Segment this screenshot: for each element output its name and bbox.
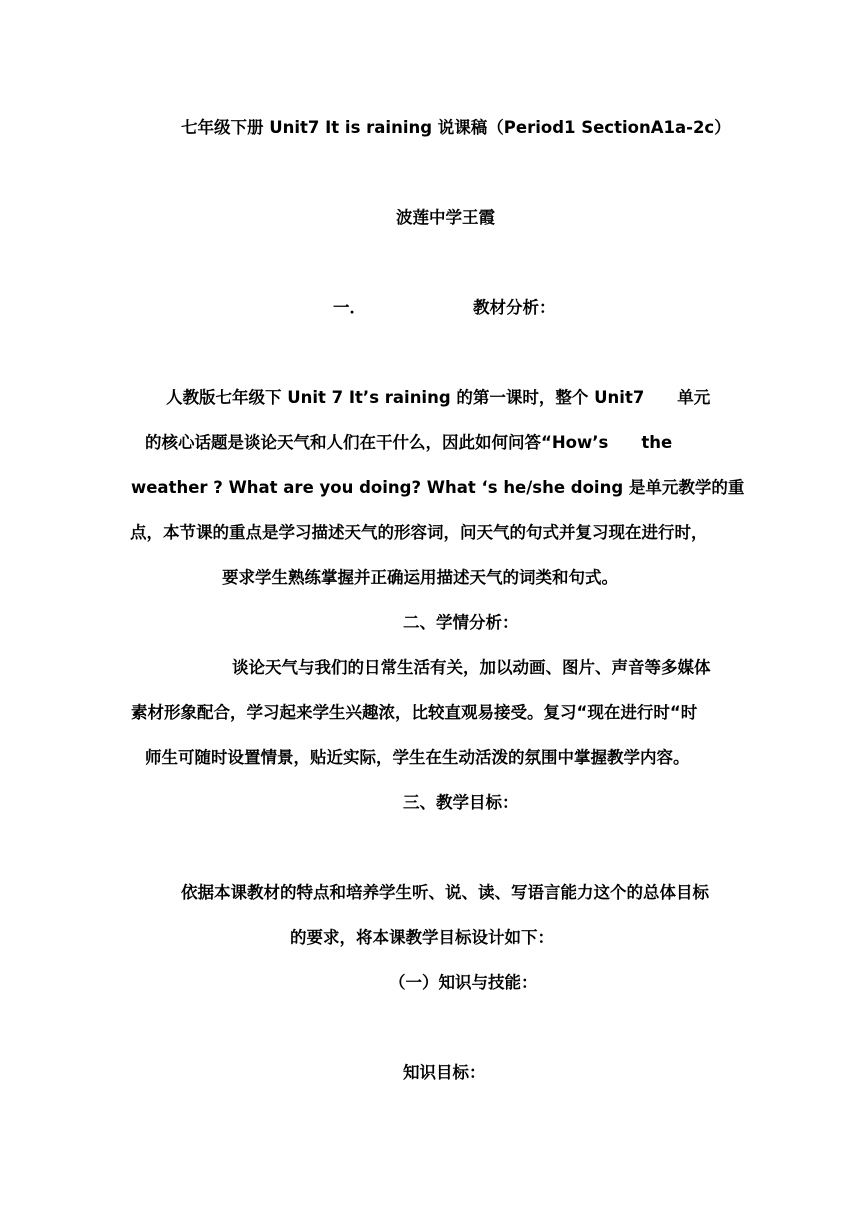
author-line: 波莲中学王霞: [396, 208, 495, 227]
section-3-line: 依据本课教材的特点和培养学生听、说、读、写语言能力这个的总体目标: [181, 883, 709, 902]
section-2-line: 素材形象配合，学习起来学生兴趣浓，比较直观易接受。复习“现在进行时“时: [131, 703, 698, 722]
section-1-heading: 教材分析：: [473, 298, 556, 317]
section-3-heading: 三、教学目标：: [403, 793, 519, 812]
section-3-line: 的要求，将本课教学目标设计如下：: [290, 928, 554, 947]
section-1-line: weather ? What are you doing? What ‘s he/she doing 是单元教学的重: [131, 478, 745, 497]
section-1-line: 的核心话题是谈论天气和人们在干什么，因此如何问答“How’s the: [145, 433, 673, 452]
section-1-line: 要求学生熟练掌握并正确运用描述天气的词类和句式。: [222, 568, 618, 587]
section-2-line: 师生可随时设置情景，贴近实际，学生在生动活泼的氛围中掌握教学内容。: [145, 748, 690, 767]
section-3-sub-subheading: 知识目标：: [403, 1063, 486, 1082]
section-1-line: 人教版七年级下 Unit 7 It’s raining 的第一课时，整个 Unit7 单元: [166, 388, 711, 407]
section-2-heading: 二、学情分析：: [403, 613, 519, 632]
section-3-subheading: （一）知识与技能：: [389, 973, 538, 992]
section-1-line: 点，本节课的重点是学习描述天气的形容词，问天气的句式并复习现在进行时，: [130, 523, 708, 542]
document-title: 七年级下册 Unit7 It is raining 说课稿（Period1 SectionA1a-2c）: [181, 118, 731, 137]
section-2-line: 谈论天气与我们的日常生活有关，加以动画、图片、声音等多媒体: [232, 658, 711, 677]
section-1-number: 一．: [333, 298, 366, 317]
